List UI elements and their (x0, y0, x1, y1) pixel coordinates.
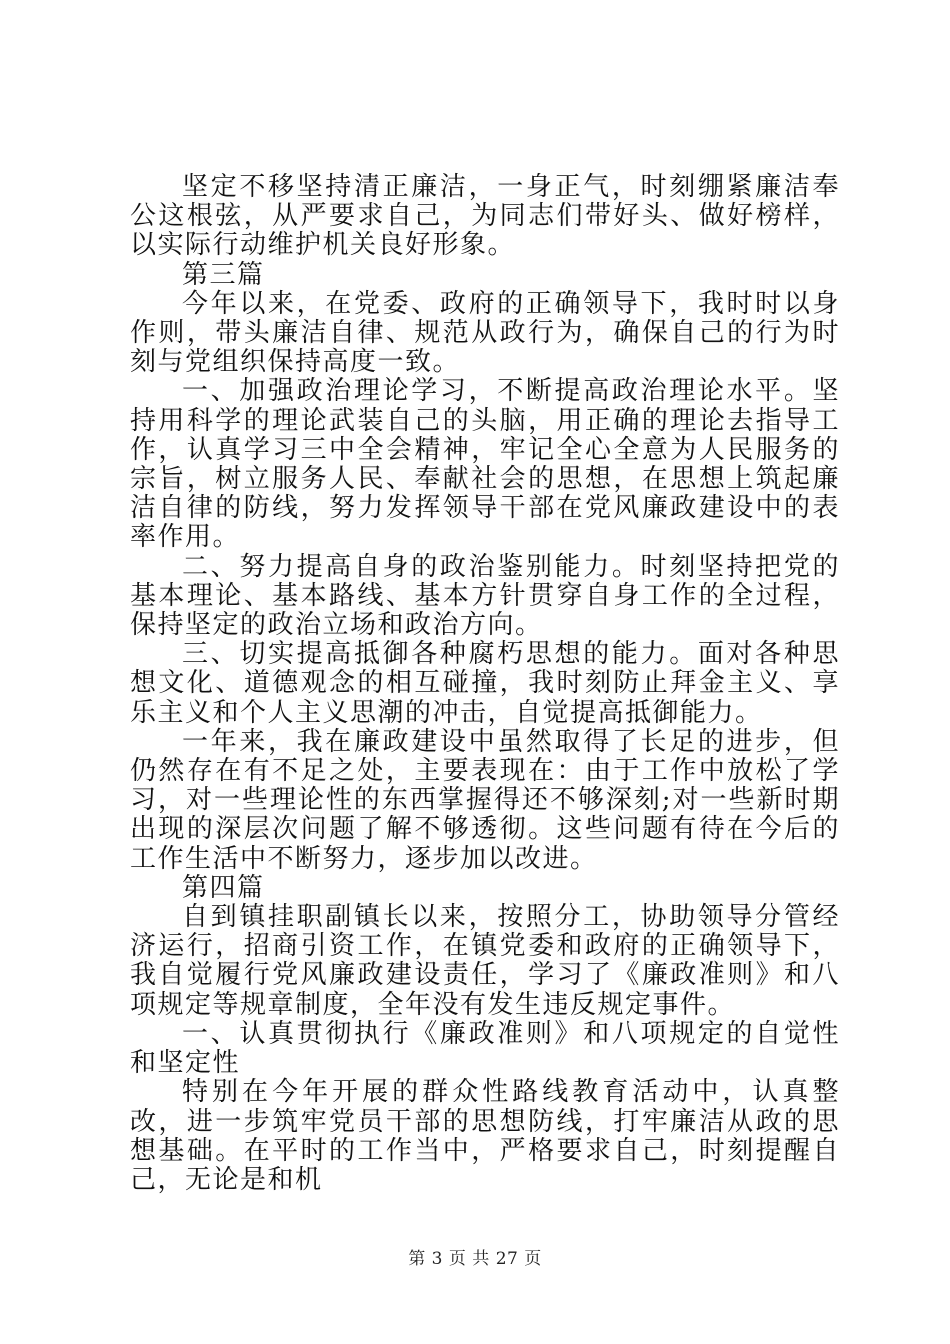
paragraph-6: 一年来，我在廉政建设中虽然取得了长足的进步，但仍然存在有不足之处，主要表现在：由于工作中放松了学习，对一些理论性的东西掌握得还不够深刻;对一些新时期出现的深层次问题了解不够透彻。这些问题有待在今后的工作生活中不断努力，逐步加以改进。 (130, 726, 840, 874)
paragraph-4: 二、努力提高自身的政治鉴别能力。时刻坚持把党的基本理论、基本路线、基本方针贯穿自身工作的全过程，保持坚定的政治立场和政治方向。 (130, 551, 840, 641)
page-number: 第 3 页 共 27 页 (408, 1249, 542, 1269)
paragraph-8: 一、认真贯彻执行《廉政准则》和八项规定的自觉性和坚定性 (130, 1018, 840, 1079)
paragraph-1: 坚定不移坚持清正廉洁，一身正气，时刻绷紧廉洁奉公这根弦，从严要求自己，为同志们带好头、做好榜样，以实际行动维护机关良好形象。 (130, 172, 840, 261)
paragraph-2: 今年以来，在党委、政府的正确领导下，我时时以身作则，带头廉洁自律、规范从政行为，确保自己的行为时刻与党组织保持高度一致。 (130, 288, 840, 378)
paragraph-9: 特别在今年开展的群众性路线教育活动中，认真整改，进一步筑牢党员干部的思想防线，打牢廉洁从政的思想基础。在平时的工作当中，严格要求自己，时刻提醒自己，无论是和机 (130, 1077, 840, 1195)
paragraph-3: 一、加强政治理论学习，不断提高政治理论水平。坚持用科学的理论武装自己的头脑，用正确的理论去指导工作，认真学习三中全会精神，牢记全心全意为人民服务的宗旨，树立服务人民、奉献社会的思想，在思想上筑起廉洁自律的防线，努力发挥领导干部在党风廉政建设中的表率作用。 (130, 376, 840, 553)
section-heading-fourth: 第四篇 (182, 872, 265, 903)
section-heading-third: 第三篇 (182, 259, 265, 290)
document-body (130, 173, 840, 1195)
page-footer (0, 1244, 950, 1269)
paragraph-5: 三、切实提高抵御各种腐朽思想的能力。面对各种思想文化、道德观念的相互碰撞，我时刻防止拜金主义、享乐主义和个人主义思潮的冲击，自觉提高抵御能力。 (130, 639, 840, 728)
paragraph-7: 自到镇挂职副镇长以来，按照分工，协助领导分管经济运行，招商引资工作，在镇党委和政府的正确领导下，我自觉履行党风廉政建设责任，学习了《廉政准则》和八项规定等规章制度，全年没有发生违反规定事件。 (130, 902, 840, 1020)
